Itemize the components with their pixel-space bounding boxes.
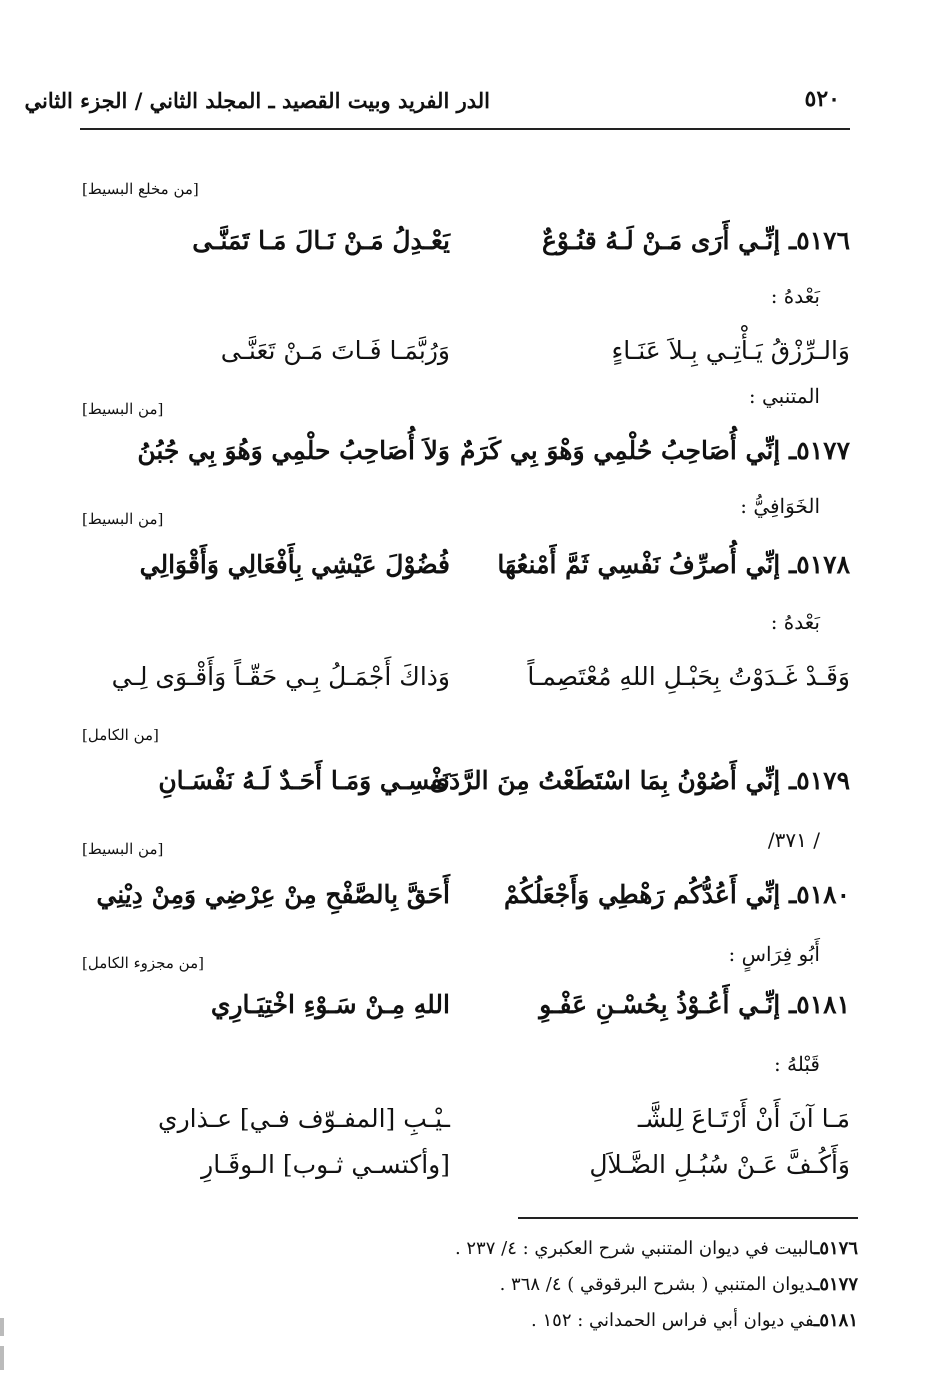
- page-number: ٥٢٠: [804, 86, 840, 112]
- footnote-text: البيت في ديوان المتنبي شرح العكبري : ٤/ ٢٣٧ .: [454, 1238, 815, 1259]
- verse-second-hemistich: اللهِ مِـنْ سَـوْءِ اخْتِيَـارِي: [210, 990, 450, 1019]
- footnote-number: ٥١٨١ـ: [814, 1310, 858, 1331]
- verse-second-hemistich: يَعْـدِلُ مَـنْ نَـالَ مَـا تَمَنَّـى: [192, 226, 450, 255]
- extra-verse-first-hemistich: وَالـرِّزْقُ يَـأْتِـي بِـلاَ عَنَـاءٍ: [611, 336, 850, 365]
- extra-verse-second-hemistich: وَرُبَّمَـا فَـاتَ مَـنْ تَعَنَّـى: [220, 336, 450, 365]
- extra-verse-second-hemistich: ـيْـبِ [المفـوّف فـي] عـذاري: [158, 1104, 450, 1133]
- verse-first-hemistich: ٥١٧٨ـ إنِّي أُصرِّفُ نَفْسِي ثَمَّ أَمْنعُهَا: [497, 550, 850, 579]
- verse-second-hemistich: فُضُوْلَ عَيْشِي بِأَفْعَالِي وَأَقْوَالِي: [139, 550, 450, 579]
- extra-verse-first-hemistich: وَقَـدْ غَـدَوْتُ بِحَبْـلِ اللهِ مُعْتَصِمـاً: [527, 662, 850, 691]
- meter-label: [من البسيط]: [82, 510, 164, 528]
- meter-label: [من البسيط]: [82, 400, 164, 418]
- verse-note: بَعْدهُ :: [770, 284, 820, 308]
- footnote-number: ٥١٧٦ـ: [814, 1238, 858, 1259]
- header-divider: [80, 128, 850, 130]
- verse-first-hemistich: ٥١٧٦ـ إنِّـي أَرَى مَـنْ لَـهُ قنُـوْعٌ: [542, 226, 850, 255]
- verse-note: بَعْدهُ :: [770, 610, 820, 634]
- verse-number: ٥١٨١ـ: [788, 990, 850, 1019]
- verse-note: قَبْلهُ :: [773, 1052, 820, 1076]
- meter-label: [من البسيط]: [82, 840, 164, 858]
- verse-number: ٥١٧٨ـ: [788, 550, 850, 579]
- footnote-number: ٥١٧٧ـ: [814, 1274, 858, 1295]
- scan-edge-mark: [0, 1318, 4, 1336]
- footnote: [455, 1238, 858, 1259]
- poet-attribution: الخَوَافِيُّ :: [740, 494, 820, 518]
- poet-attribution: أَبُو فِرَاسٍ :: [728, 942, 820, 966]
- meter-label: [من مخلع البسيط]: [82, 180, 199, 198]
- extra-verse-second-hemistich: وَذاكَ أَجْمَـلُ بِـي حَقّـاً وَأَقْـوَى لِـي: [111, 662, 450, 691]
- verse-first-hemistich: ٥١٧٧ـ إنِّي أُصَاحِبُ حُلْمِي وَهْوَ بِي كَرَمٌ: [460, 436, 850, 465]
- footnote-text: ديوان المتنبي ( بشرح البرقوقي ) ٤/ ٣٦٨ .: [499, 1274, 815, 1295]
- running-header-title: الدر الفريد وبيت القصيد ـ المجلد الثاني / الجزء الثاني: [24, 88, 490, 113]
- scan-edge-mark: [0, 1346, 4, 1370]
- verse-number: ٥١٨٠ـ: [788, 880, 850, 909]
- footnote: [500, 1274, 858, 1295]
- footnote-divider: [518, 1217, 858, 1219]
- extra-verse-second-hemistich: [وأكتسـي ثـوب] الـوقَـارِ: [201, 1150, 450, 1179]
- footnote: [531, 1310, 858, 1331]
- extra-verse-first-hemistich: مَـا آنَ أَنْ أَرْتَـاعَ لِلشَّـ: [637, 1104, 850, 1133]
- verse-second-hemistich: نَفْسِـي وَمَـا أَحَـدٌ لَـهُ نَفْسَـانِ: [158, 766, 450, 795]
- meter-label: [من الكامل]: [82, 726, 159, 744]
- verse-second-hemistich: أَحَقَّ بِالصَّفْحِ مِنْ عِرْضِي وَمِنْ دِيْنِي: [96, 880, 450, 909]
- verse-number: ٥١٧٦ـ: [788, 226, 850, 255]
- footnote-text: في ديوان أبي فراس الحمداني : ١٥٢ .: [531, 1310, 815, 1331]
- extra-verse-first-hemistich: وَأَكُـفَّ عَـنْ سُبُـلِ الضَّـلاَلِ: [589, 1150, 850, 1179]
- verse-first-hemistich: ٥١٨٠ـ إنِّي أَعُدُّكُم رَهْطِي وَأَجْعَلُكُمْ: [504, 880, 850, 909]
- page-reference: / ٣٧١/: [767, 828, 820, 852]
- verse-first-hemistich: ٥١٧٩ـ إنِّي أَصُوْنُ بِمَا اسْتَطَعْتُ مِنَ الرَّدَى: [429, 766, 850, 795]
- verse-second-hemistich: وَلاَ أُصَاحِبُ حلْمِي وَهُوَ بِي جُبُنُ: [137, 436, 450, 465]
- verse-number: ٥١٧٧ـ: [788, 436, 850, 465]
- verse-first-hemistich: ٥١٨١ـ إنِّـي أَعُـوْذُ بِحُسْـنِ عَفْـوِ: [539, 990, 850, 1019]
- meter-label: [من مجزوء الكامل]: [82, 954, 204, 972]
- verse-number: ٥١٧٩ـ: [788, 766, 850, 795]
- poet-attribution: المتنبي :: [748, 384, 820, 408]
